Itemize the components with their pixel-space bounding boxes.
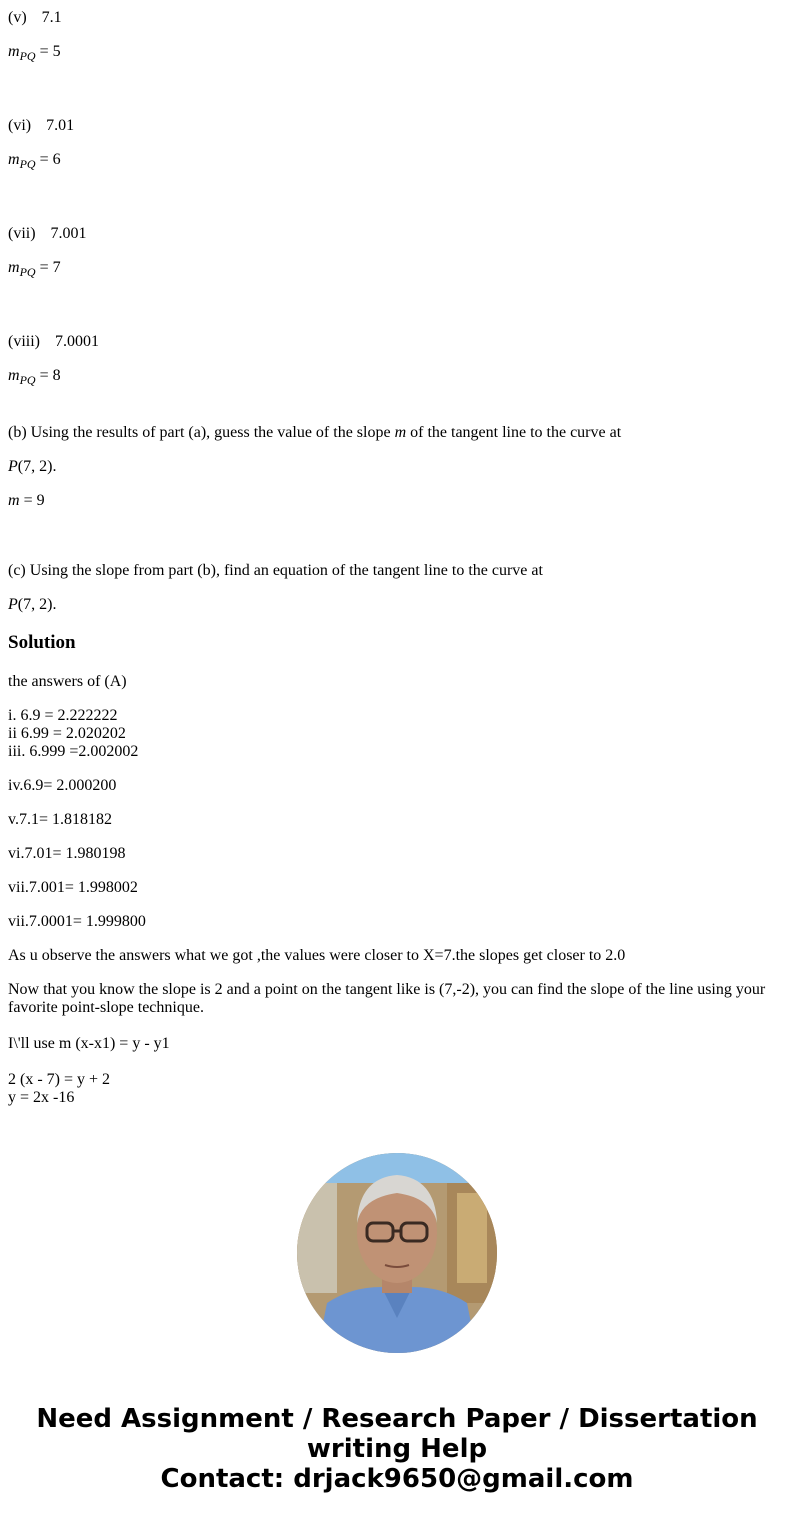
author-photo-image — [297, 1153, 497, 1353]
promo-line-2: writing Help — [306, 1434, 488, 1464]
point-slope-formula: I\'ll use m (x-x1) = y - y1 — [8, 1035, 170, 1052]
slope-result-vii: $m_{PQ} = 7$ — [8, 259, 61, 279]
explanation-text: Now that you know the slope is 2 and a point on the tangent like is (7,-2), you can find the slope of the line using your favorite point-slope technique. — [8, 981, 766, 1016]
answer-line-iii: iii. 6.999 =2.002002 — [8, 743, 139, 760]
answer-line-ii: ii 6.99 = 2.020202 — [8, 725, 126, 742]
solution-heading: Solution — [8, 632, 76, 653]
answer-line-v: v.7.1= 1.818182 — [8, 811, 112, 828]
contact-banner — [0, 1404, 794, 1494]
observation-text: As u observe the answers what we got ,the values were closer to X=7.the slopes get closer to 2.0 — [8, 947, 626, 964]
slope-result-vi: $m_{PQ} = 6$ — [8, 151, 61, 171]
question-part-c: (c) Using the slope from part (b), find an equation of the tangent line to the curve at — [8, 562, 543, 579]
part-label-vi: (vi) 7.01 — [8, 117, 75, 134]
part-label-vii: (vii) 7.001 — [8, 225, 87, 242]
avatar — [297, 1153, 497, 1353]
answer-line-vi: vi.7.01= 1.980198 — [8, 845, 126, 862]
question-part-b: (b) Using the results of part (a), guess the value of the slope m of the tangent line to the curve at — [8, 424, 622, 441]
equation-line-1: 2 (x - 7) = y + 2 — [8, 1071, 111, 1088]
answer-b: m = 9 — [8, 492, 45, 509]
answer-line-i: i. 6.9 = 2.222222 — [8, 707, 118, 724]
part-label-v: (v) 7.1 — [8, 9, 62, 26]
part-label-viii: (viii) 7.0001 — [8, 333, 99, 350]
point-c: P(7, 2). — [8, 596, 57, 613]
solution-intro: the answers of (A) — [8, 673, 127, 690]
promo-contact[interactable]: Contact: drjack9650@gmail.com — [160, 1464, 634, 1494]
answer-line-iv: iv.6.9= 2.000200 — [8, 777, 117, 794]
promo-line-1: Need Assignment / Research Paper / Dissertation — [36, 1404, 758, 1434]
equation-line-2: y = 2x -16 — [8, 1089, 75, 1106]
point-b: P(7, 2). — [8, 458, 57, 475]
slope-result-viii: $m_{PQ} = 8$ — [8, 367, 61, 387]
answer-line-vii: vii.7.001= 1.998002 — [8, 879, 138, 896]
slope-result-v: $m_{PQ} = 5$ — [8, 43, 61, 63]
answer-line-viii: vii.7.0001= 1.999800 — [8, 913, 146, 930]
